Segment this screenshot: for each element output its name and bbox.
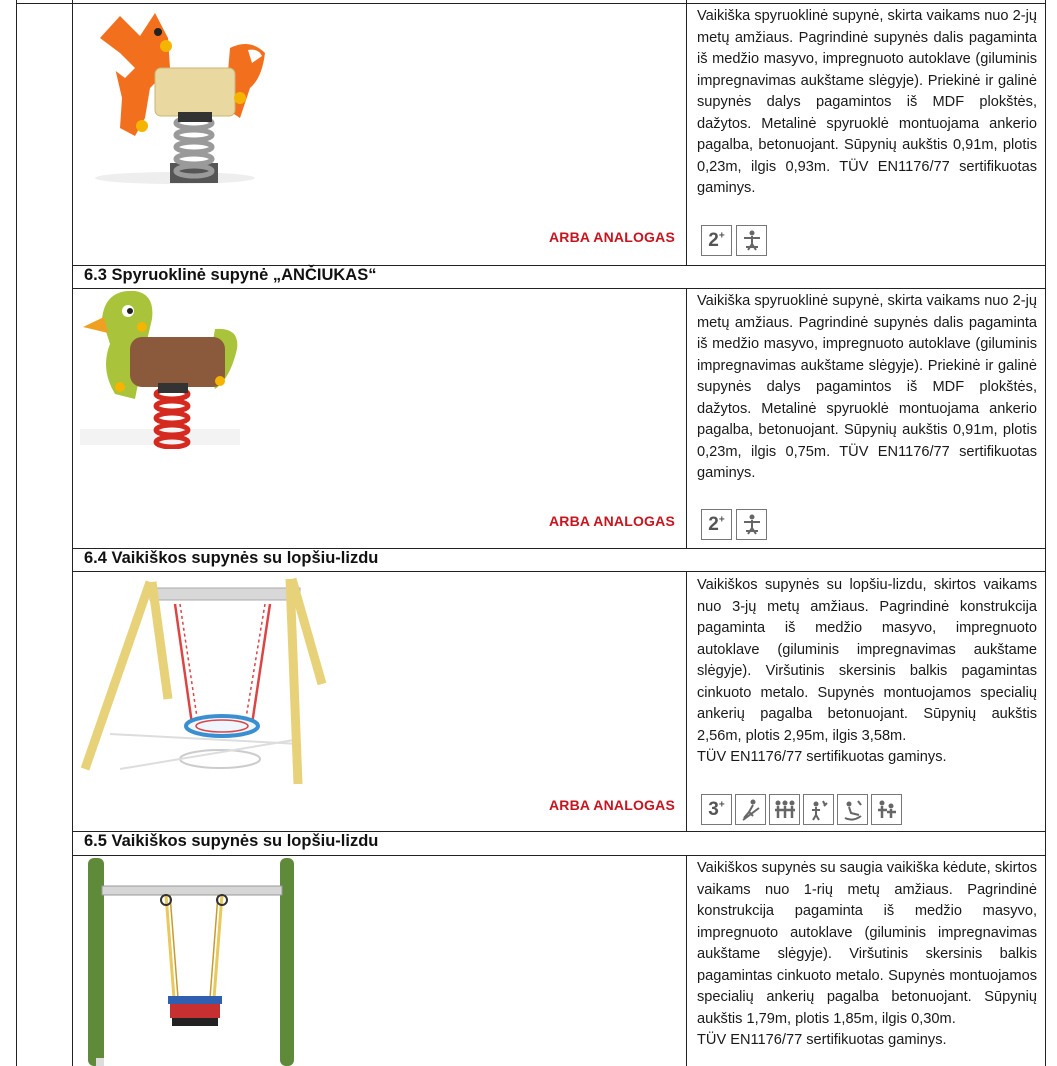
section-heading: 6.4 Vaikiškos supynės su lopšiu-lizdu <box>84 549 379 567</box>
table-border-right <box>1045 0 1046 1066</box>
age-2-plus-icon <box>701 509 732 540</box>
table-border-inner-left <box>72 0 73 1066</box>
table-border-top <box>16 3 1046 4</box>
analog-label: ARBA ANALOGAS <box>548 797 675 813</box>
sensory-icon <box>803 794 834 825</box>
balance-icon <box>735 794 766 825</box>
description-text: Vaikiškos supynės su lopšiu-lizdu, skirtos vaikams nuo 3-jų metų amžiaus. Pagrindinė konstrukcija pagaminta iš medžio masyvo, impregnuoto autoklave (giluminis impregnavimas aukštame slėgyje). Viršutinis skersinis balkis pagamintas cinkuoto metalo. Supynės montuojamos specialių ankerių pagalba betonuojant. Sūpynių aukštis 2,56m, plotis 2,95m, ilgis 3,58m. <box>697 577 1037 744</box>
age-badge-value: 2 <box>708 513 719 535</box>
age-badge-plus: + <box>718 514 725 526</box>
feature-icons <box>701 794 902 825</box>
description-text: Vaikiška spyruoklinė supynė, skirta vaikams nuo 2-jų metų amžiaus. Pagrindinė supynės dalis pagaminta iš medžio masyvo, impregnuoto autoklave (giluminis impregnavimas aukštame slėgyje). Priekinė ir galinė supynės dalys pagamintos iš MDF plokštės, dažytos. Metalinė spyruoklė montuojama ankerio pagalba, betonuojant. Sūpynių aukštis 0,91m, plotis 0,23m, ilgis 0,75m. TÜV EN1176/77 sertifikuotas gaminys. <box>697 293 1037 481</box>
row-divider <box>72 855 1046 856</box>
age-badge-plus: + <box>718 230 725 242</box>
age-2-plus-icon <box>701 225 732 256</box>
table-column-divider <box>686 288 687 548</box>
age-badge-value: 2 <box>708 229 719 251</box>
certificate-text: TÜV EN1176/77 sertifikuotas gaminys. <box>697 1032 947 1048</box>
group-play-icon <box>769 794 800 825</box>
spring-rider-icon <box>736 225 767 256</box>
table-border-left <box>16 0 17 1066</box>
analog-label: ARBA ANALOGAS <box>548 229 675 245</box>
swinging-icon <box>837 794 868 825</box>
baby-seat-swing-image <box>84 858 304 1066</box>
spring-rider-icon <box>736 509 767 540</box>
duck-spring-rider-image <box>80 289 250 449</box>
section-heading: 6.3 Spyruoklinė supynė „ANČIUKAS“ <box>84 266 377 284</box>
table-column-divider <box>686 0 687 266</box>
product-description <box>697 291 1037 485</box>
row-divider <box>72 571 1046 572</box>
age-badge-plus: + <box>718 799 725 811</box>
feature-icons <box>701 225 767 256</box>
product-description <box>697 575 1037 769</box>
age-badge-value: 3 <box>708 798 719 820</box>
analog-label: ARBA ANALOGAS <box>548 513 675 529</box>
feature-icons <box>701 509 767 540</box>
social-play-icon <box>871 794 902 825</box>
description-text: Vaikiškos supynės su saugia vaikiška kėdute, skirtos vaikams nuo 1-rių metų amžiaus. Pagrindinė konstrukcija pagaminta iš medžio masyvo, impregnuoto autoklave (giluminis impregnavimas aukštame slėgyje). Viršutinis skersinis balkis pagamintas cinkuoto metalo. Supynės montuojamos specialių ankerių pagalba betonuojant. Sūpynių aukštis 1,79m, plotis 1,85m, ilgis 0,30m. <box>697 860 1037 1027</box>
product-description <box>697 6 1037 200</box>
nest-swing-image <box>80 574 330 799</box>
age-3-plus-icon <box>701 794 732 825</box>
fox-spring-rider-image <box>80 8 270 188</box>
product-description <box>697 858 1037 1052</box>
description-text: Vaikiška spyruoklinė supynė, skirta vaikams nuo 2-jų metų amžiaus. Pagrindinė supynės dalis pagaminta iš medžio masyvo, impregnuoto autoklave (giluminis impregnavimas aukštame slėgyje). Priekinė ir galinė supynės dalys pagamintos iš MDF plokštės, dažytos. Metalinė spyruoklė montuojama ankerio pagalba, betonuojant. Sūpynių aukštis 0,91m, plotis 0,23m, ilgis 0,93m. TÜV EN1176/77 sertifikuotas gaminys. <box>697 8 1037 196</box>
table-column-divider <box>686 571 687 831</box>
section-heading: 6.5 Vaikiškos supynės su lopšiu-lizdu <box>84 832 379 850</box>
table-column-divider <box>686 855 687 1066</box>
certificate-text: TÜV EN1176/77 sertifikuotas gaminys. <box>697 749 947 765</box>
